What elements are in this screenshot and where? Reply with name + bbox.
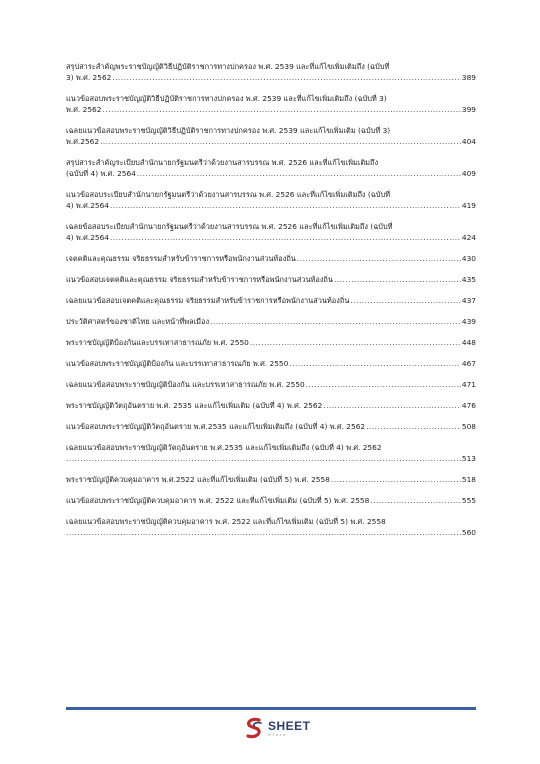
toc-entry-title-cont: 4) พ.ศ.2564 [66,201,110,210]
toc-entry [66,157,476,179]
toc-leader-dots [250,337,461,348]
toc-entry [66,421,476,432]
logo-brand-text: SHEET [268,718,311,733]
toc-entry-title: แนวข้อสอบพระราชบัญญัติป้องกัน และบรรเทาสาธารณภัย พ.ศ. 2550 [66,359,289,368]
toc-leader-dots [137,168,461,179]
toc-entry-title-cont: 4) พ.ศ.2564 [66,233,110,242]
toc-leader-dots [350,295,461,306]
toc-page-number: 467 [461,359,476,368]
toc-entry [66,400,476,411]
toc-entry-title-cont: พ.ศ. 2562 [66,105,102,114]
toc-entry [66,61,476,83]
toc-entry-title: เฉลยแนวข้อสอบพระราชบัญญัติวัตถุอันตราย พ.ศ.2535 และแก้ไขเพิ่มเติมถึง (ฉบับที่ 4) พ.ศ. 2562 [66,443,382,452]
toc-entry [66,442,476,464]
toc-entry-title-cont: (ฉบับที่ 4) พ.ศ. 2564 [66,169,136,178]
toc-leader-dots [331,474,461,485]
toc-leader-dots [323,400,461,411]
toc-entry-title: ประวัติศาสตร์ของชาติไทย และหน้าที่พลเมือง [66,317,210,326]
toc-entry-title: แนวข้อสอบเจตคติและคุณธรรม จริยธรรมสำหรับข้าราชการหรือพนักงานส่วนท้องถิ่น [66,275,333,284]
toc-page-number: 448 [461,338,476,347]
sheet-logo-icon [244,717,264,739]
toc-leader-dots [370,495,461,506]
toc-page-number: 437 [461,296,476,305]
toc-leader-dots [297,253,461,264]
toc-entry [66,189,476,211]
toc-page-number: 508 [461,422,476,431]
toc-page-number: 555 [461,496,476,505]
toc-entry-title: เจตคติและคุณธรรม จริยธรรมสำหรับข้าราชการหรือพนักงานส่วนท้องถิ่น [66,254,296,263]
toc-entry-title-cont: 3) พ.ศ. 2562 [66,73,112,82]
toc-entry-title: แนวข้อสอบพระราชบัญญัติควบคุมอาคาร พ.ศ. 2522 และที่แก้ไขเพิ่มเติม (ฉบับที่ 5) พ.ศ. 2558 [66,496,370,505]
toc-entry [66,93,476,115]
toc-page-number: 476 [461,401,476,410]
toc-page-number: 518 [461,475,476,484]
toc-page-number: 389 [461,73,476,82]
toc-leader-dots [102,104,460,115]
toc-leader-dots [100,136,461,147]
toc-entry-title: แนวข้อสอบพระราชบัญญัติวัตถุอันตราย พ.ศ.2535 และแก้ไขเพิ่มเติมถึง (ฉบับที่ 4) พ.ศ. 2562 [66,422,366,431]
toc-page-number: 430 [461,254,476,263]
toc-leader-dots [66,453,461,464]
toc-page-number: 439 [461,317,476,326]
toc-page-number: 409 [461,169,476,178]
footer-divider [66,707,476,710]
toc-page-number: 399 [461,105,476,114]
toc-entry-title: เฉลยแนวข้อสอบพระราชบัญญัติวิธีปฏิบัติราชการทางปกครอง พ.ศ. 2539 และแก้ไขเพิ่มเติม (ฉบับที่ 3) [66,126,391,135]
toc-entry [66,221,476,243]
toc-entry [66,274,476,285]
toc-entry-title: แนวข้อสอบระเบียบสำนักนายกรัฐมนตรีว่าด้วยงานสารบรรณ พ.ศ. 2526 และที่แก้ไขเพิ่มเติมถึง (ฉบับที่ [66,190,391,199]
toc-entry [66,516,476,538]
toc-entry [66,474,476,485]
toc-leader-dots [306,379,461,390]
toc-entry [66,358,476,369]
toc-page-number: 471 [461,380,476,389]
toc-leader-dots [334,274,461,285]
toc-entry [66,125,476,147]
toc-leader-dots [112,72,461,83]
toc-entry-title: พระราชบัญญัติป้องกันและบรรเทาสาธารณภัย พ.ศ. 2550 [66,338,249,347]
toc-entry [66,379,476,390]
toc-entry-title: สรุปสาระสำคัญพระราชบัญญัติวิธีปฏิบัติราชการทางปกครอง พ.ศ. 2539 และที่แก้ไขเพิ่มเติมถึง (ฉบับที่ [66,62,390,71]
toc-entry-title: เฉลยแนวข้อสอบพระราชบัญญัติป้องกัน และบรรเทาสาธารณภัย พ.ศ. 2550 [66,380,305,389]
toc-entry-title: เฉลยแนวข้อสอบเจตคติและคุณธรรม จริยธรรมสำหรับข้าราชการหรือพนักงานส่วนท้องถิ่น [66,296,350,305]
toc-leader-dots [110,232,461,243]
toc-entry [66,337,476,348]
toc-entry-title-cont: พ.ศ.2562 [66,137,100,146]
toc-leader-dots [66,527,461,538]
toc-page-number: 513 [461,454,476,463]
toc-page-number: 435 [461,275,476,284]
toc-page-number: 404 [461,137,476,146]
toc-entry-title: แนวข้อสอบพระราชบัญญัติวิธีปฏิบัติราชการทางปกครอง พ.ศ. 2539 และที่แก้ไขเพิ่มเติมถึง (ฉบับที่ 3) [66,94,387,103]
toc-entry-title: พระราชบัญญัติควบคุมอาคาร พ.ศ.2522 และที่แก้ไขเพิ่มเติม (ฉบับที่ 5) พ.ศ. 2558 [66,475,330,484]
toc-leader-dots [366,421,461,432]
toc-entry [66,295,476,306]
logo-tagline: Store [268,731,288,737]
toc-leader-dots [110,200,461,211]
sheet-store-logo [244,716,311,740]
toc-page-number: 424 [461,233,476,242]
table-of-contents [66,61,476,548]
toc-entry-title: สรุปสาระสำคัญระเบียบสำนักนายกรัฐมนตรีว่าด้วยงานสารบรรณ พ.ศ. 2526 และที่แก้ไขเพิ่มเติมถึง [66,158,379,167]
toc-entry [66,253,476,264]
toc-leader-dots [289,358,461,369]
toc-page-number: 419 [461,201,476,210]
toc-entry-title: เฉลยแนวข้อสอบพระราชบัญญัติควบคุมอาคาร พ.ศ. 2522 และที่แก้ไขเพิ่มเติม (ฉบับที่ 5) พ.ศ. 2558 [66,517,386,526]
toc-entry [66,316,476,327]
toc-page-number: 560 [461,528,476,537]
toc-leader-dots [210,316,461,327]
toc-entry [66,495,476,506]
toc-entry-title: เฉลยข้อสอบระเบียบสำนักนายกรัฐมนตรีว่าด้วยงานสารบรรณ พ.ศ. 2526 และที่แก้ไขเพิ่มเติมถึง (ฉบับที่ [66,222,393,231]
toc-entry-title: พระราชบัญญัติวัตถุอันตราย พ.ศ. 2535 และแก้ไขเพิ่มเติม (ฉบับที่ 4) พ.ศ. 2562 [66,401,323,410]
